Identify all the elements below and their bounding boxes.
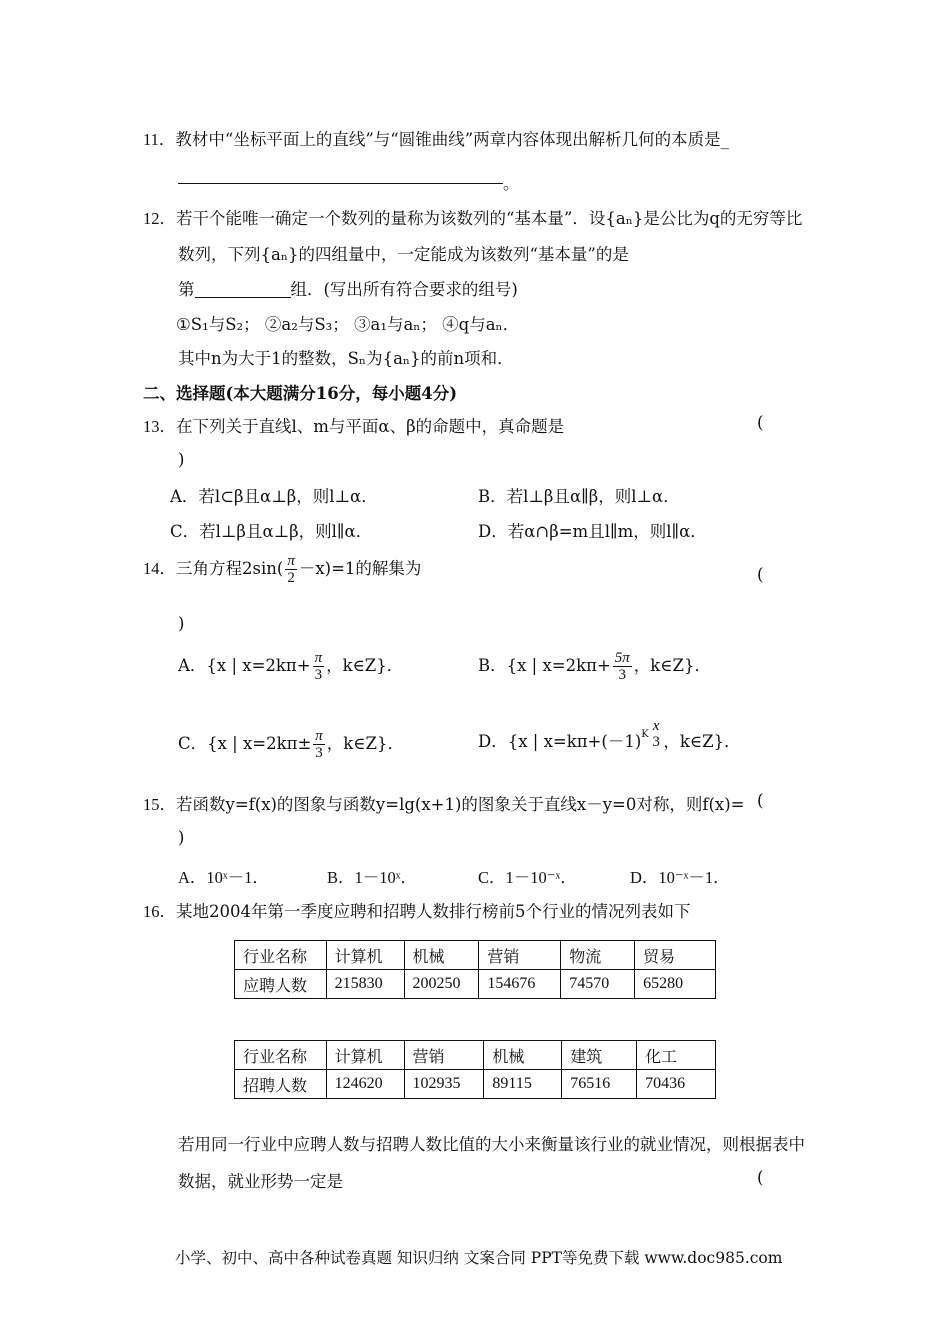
paren-open: (: [757, 791, 764, 810]
table-cell: 计算机: [326, 941, 404, 970]
table-cell: 建筑: [562, 1041, 637, 1070]
question-number: 16．: [143, 902, 176, 921]
option-b: B．若l⊥β且α∥β，则l⊥α．: [478, 487, 680, 506]
option-d-suffix: ，k∈Z}．: [663, 732, 741, 751]
table-cell: 76516: [562, 1070, 637, 1099]
option-a: A．10ˣ－1．: [178, 868, 269, 887]
applicants-table: [234, 940, 716, 999]
question-text-line2: 数列，下列{aₙ}的四组量中，一定能成为该数列“基本量”的是: [178, 245, 629, 264]
period-mark: 。: [503, 174, 520, 193]
paren-close: ): [178, 614, 185, 633]
table-cell: 物流: [561, 941, 635, 970]
table-cell: 机械: [404, 941, 479, 970]
table-header-row: [235, 941, 716, 970]
table-cell: 89115: [484, 1070, 562, 1099]
table-cell: 计算机: [326, 1041, 404, 1070]
table-cell: 化工: [637, 1041, 716, 1070]
fraction-pi-over-3: [313, 728, 325, 761]
table-cell: 营销: [404, 1041, 484, 1070]
table-cell: 应聘人数: [235, 970, 327, 999]
exponent-k: K: [641, 729, 649, 740]
question-16: [143, 898, 691, 922]
question-number: 12．: [143, 209, 176, 228]
paren-close: ): [178, 450, 185, 469]
fraction-numerator: π: [314, 650, 323, 666]
question-number: 14．: [143, 559, 176, 578]
fraction-x-over-3: [651, 718, 662, 750]
question-text: 教材中“坐标平面上的直线”与“圆锥曲线”两章内容体现出解析几何的本质是_: [175, 130, 729, 149]
table-cell: 机械: [484, 1041, 562, 1070]
table-cell: 215830: [326, 970, 404, 999]
option-d: D．10⁻ˣ－1．: [630, 868, 730, 887]
fraction-numerator: π: [315, 728, 323, 744]
table-cell: 行业名称: [235, 941, 327, 970]
question-11: [143, 126, 729, 150]
question-15: [143, 791, 745, 815]
fraction-pi-over-3: [313, 650, 325, 683]
recruitment-table: [234, 1040, 716, 1099]
blank-suffix: 组．(写出所有符合要求的组号): [290, 280, 518, 299]
question-text-post: －x)=1的解集为: [298, 559, 422, 578]
question-14: [143, 553, 421, 586]
option-c: C．1－10⁻ˣ．: [478, 868, 577, 887]
option-groups: ①S₁与S₂； ②a₂与S₃； ③a₁与aₙ； ④q与aₙ．: [176, 315, 520, 334]
option-c-text: C．{x | x=2kπ±: [178, 734, 312, 753]
option-b-text: B．{x | x=2kπ+: [478, 656, 611, 675]
question-note: 其中n为大于1的整数，Sₙ为{aₙ}的前n项和．: [178, 349, 514, 368]
question-text: 若函数y=f(x)的图象与函数y=lg(x+1)的图象关于直线x－y=0对称，则f(x)=: [176, 795, 745, 814]
option-b: B．1－10ˣ．: [327, 868, 418, 887]
table-cell: 贸易: [635, 941, 716, 970]
fraction-denominator: 3: [314, 667, 323, 683]
option-d: [478, 718, 741, 752]
question-number: 11．: [143, 130, 176, 149]
option-b-suffix: ，k∈Z}．: [633, 656, 711, 675]
question-12: [143, 205, 802, 229]
fraction-numerator: x: [652, 718, 660, 734]
option-a-suffix: ，k∈Z}．: [326, 656, 404, 675]
paren-open: (: [757, 565, 764, 584]
paren-close: ): [178, 828, 185, 847]
fraction-numerator: π: [287, 553, 295, 569]
question-13: [143, 413, 564, 437]
answer-blank-line: [178, 183, 503, 184]
table-cell: 74570: [561, 970, 635, 999]
option-c-suffix: ，k∈Z}．: [326, 734, 404, 753]
paren-open: (: [757, 1168, 764, 1187]
option-a-text: A．{x | x=2kπ+: [178, 656, 311, 675]
fraction-denominator: 3: [315, 745, 323, 761]
blank-prefix: 第: [178, 280, 195, 299]
fraction-denominator: 3: [652, 734, 660, 750]
option-d-text: D．{x | x=kπ+(－1): [478, 732, 642, 751]
fraction-denominator: 2: [287, 570, 295, 586]
option-a: A．若l⊂β且α⊥β，则l⊥α．: [170, 487, 378, 506]
table-cell: 70436: [637, 1070, 716, 1099]
table-header-row: [235, 1041, 716, 1070]
table-row: [235, 970, 716, 999]
fraction-numerator: 5π: [614, 650, 630, 666]
question-16-followup-line2: 数据，就业形势一定是: [178, 1172, 343, 1191]
question-text-pre: 三角方程2sin(: [176, 559, 284, 578]
section-title: 二、选择题(本大题满分16分，每小题4分): [143, 384, 458, 403]
table-cell: 200250: [404, 970, 479, 999]
question-text-line1: 若干个能唯一确定一个数列的量称为该数列的“基本量”．设{aₙ}是公比为q的无穷等比: [176, 209, 803, 228]
fraction-5pi-over-3: [613, 650, 632, 683]
option-c: [178, 728, 404, 761]
table-cell: 102935: [404, 1070, 484, 1099]
question-number: 15．: [143, 795, 176, 814]
table-cell: 65280: [635, 970, 716, 999]
paren-open: (: [757, 413, 764, 432]
question-16-followup-line1: 若用同一行业中应聘人数与招聘人数比值的大小来衡量该行业的就业情况，则根据表中: [178, 1135, 805, 1154]
answer-blank: [195, 281, 291, 298]
option-a: [178, 650, 403, 683]
table-row: [235, 1070, 716, 1099]
page-footer: 小学、初中、高中各种试卷真题 知识归纳 文案合同 PPT等免费下载 www.doc985.com: [175, 1249, 783, 1267]
question-number: 13．: [143, 417, 176, 436]
question-text-line3: [178, 276, 518, 300]
fraction-denominator: 3: [618, 667, 627, 683]
question-text: 某地2004年第一季度应聘和招聘人数排行榜前5个行业的情况列表如下: [176, 902, 691, 921]
table-cell: 行业名称: [235, 1041, 327, 1070]
option-d: D．若α∩β=m且l∥m，则l∥α．: [478, 522, 707, 541]
option-c: C．若l⊥β且α⊥β，则l∥α．: [170, 522, 373, 541]
question-text: 在下列关于直线l、m与平面α、β的命题中，真命题是: [176, 417, 565, 436]
table-cell: 招聘人数: [235, 1070, 327, 1099]
table-cell: 154676: [479, 970, 561, 999]
fraction-pi-over-2: [285, 553, 297, 586]
option-b: [478, 650, 711, 683]
table-cell: 124620: [326, 1070, 404, 1099]
table-cell: 营销: [479, 941, 561, 970]
